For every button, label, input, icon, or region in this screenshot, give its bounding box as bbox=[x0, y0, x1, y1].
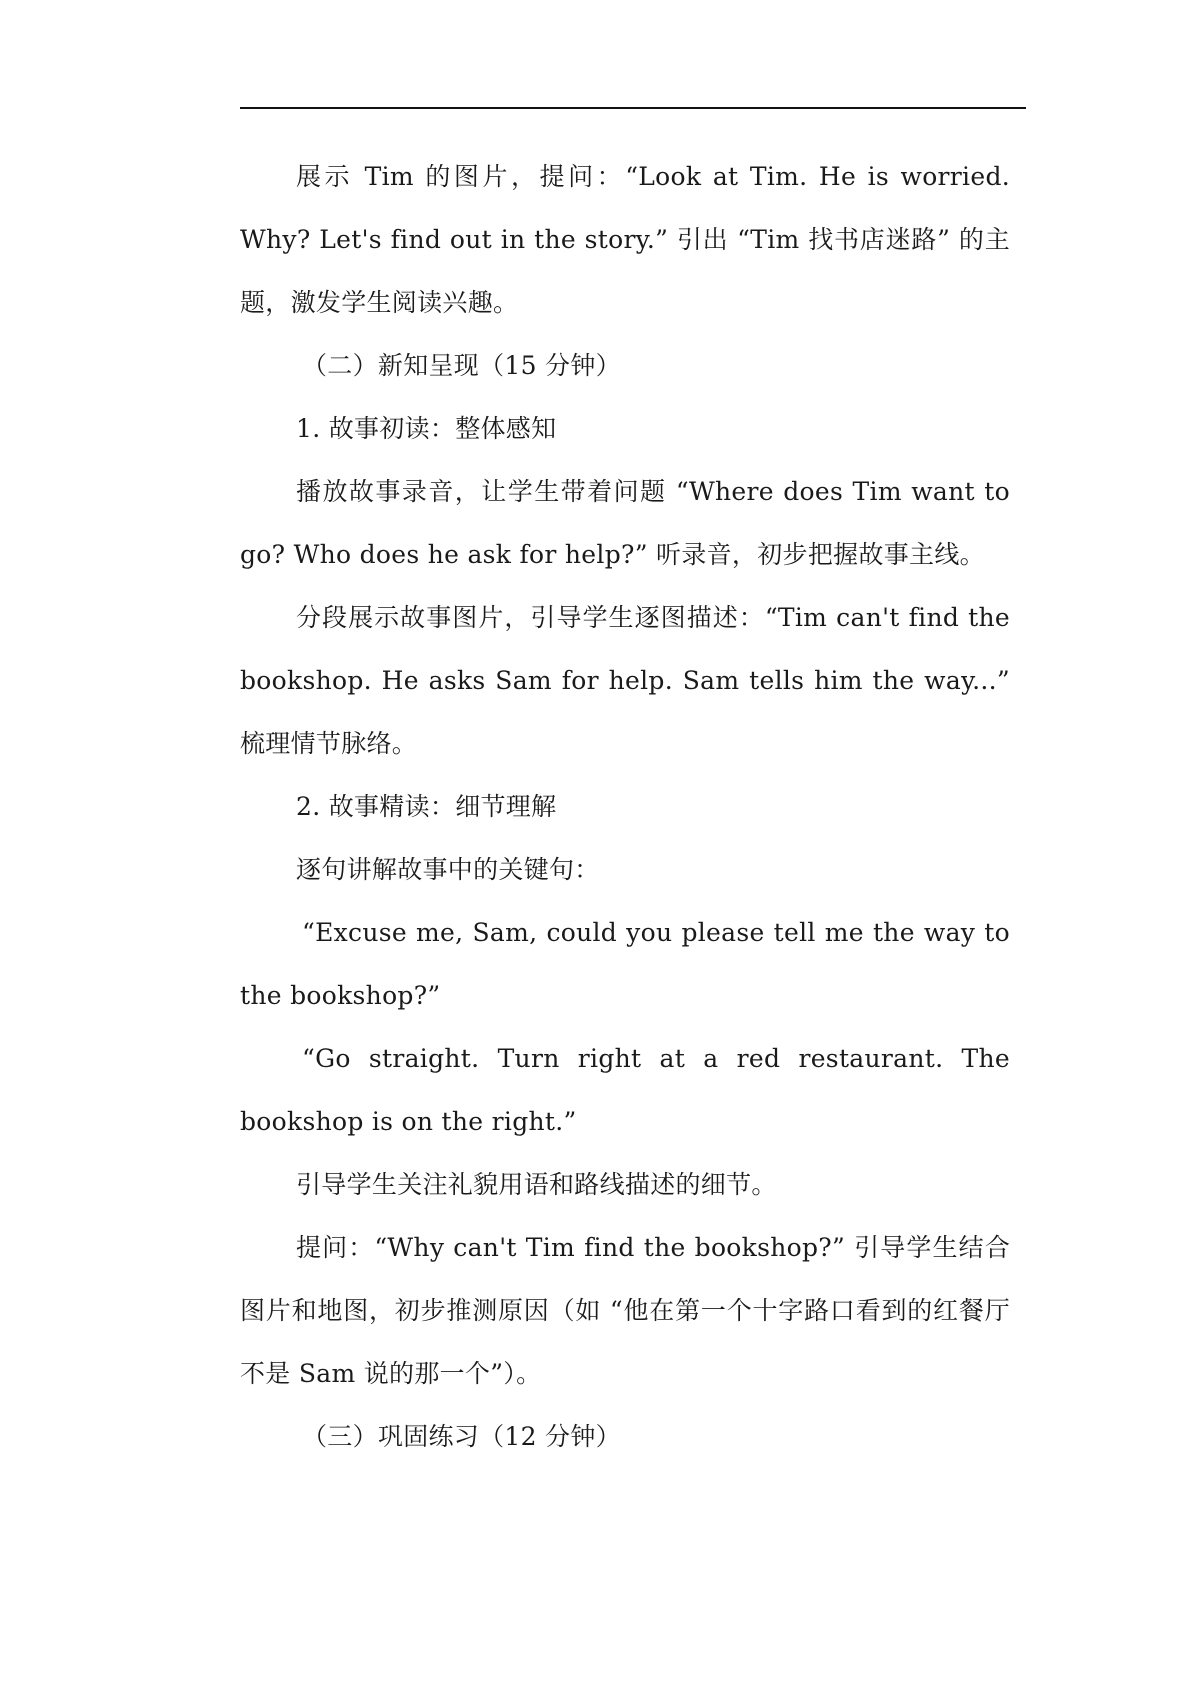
paragraph-intro-show-picture: 展示 Tim 的图片，提问：“Look at Tim. He is worried. Why? Let's find out in the story.” 引出 “Tim 找书店迷路” 的主题，激发学生阅读兴趣。 bbox=[240, 162, 1010, 317]
paragraph-describe-pictures: 分段展示故事图片，引导学生逐图描述：“Tim can't find the bookshop. He asks Sam for help. Sam tells him the way...” 梳理情节脉络。 bbox=[240, 603, 1010, 758]
section-heading-new-knowledge: （二）新知呈现（15 分钟） bbox=[302, 351, 621, 380]
paragraph-key-sentences: 逐句讲解故事中的关键句： bbox=[296, 855, 600, 884]
quote-go-straight: “Go straight. Turn right at a red restaurant. The bookshop is on the right.” bbox=[240, 1044, 1010, 1136]
document-body bbox=[240, 145, 1010, 1468]
paragraph-question-why: 提问：“Why can't Tim find the bookshop?” 引导学生结合图片和地图，初步推测原因（如 “他在第一个十字路口看到的红餐厅不是 Sam 说的那一个”）。 bbox=[240, 1233, 1010, 1388]
section-heading-practice: （三）巩固练习（12 分钟） bbox=[302, 1422, 621, 1451]
paragraph-polite-language: 引导学生关注礼貌用语和路线描述的细节。 bbox=[296, 1170, 777, 1199]
header-rule bbox=[240, 107, 1026, 109]
step-heading-detailed-reading: 2. 故事精读：细节理解 bbox=[296, 792, 557, 821]
quote-excuse-me: “Excuse me, Sam, could you please tell me the way to the bookshop?” bbox=[240, 918, 1010, 1010]
paragraph-play-recording: 播放故事录音，让学生带着问题 “Where does Tim want to go? Who does he ask for help?” 听录音，初步把握故事主线。 bbox=[240, 477, 1010, 569]
step-heading-first-reading: 1. 故事初读：整体感知 bbox=[296, 414, 557, 443]
